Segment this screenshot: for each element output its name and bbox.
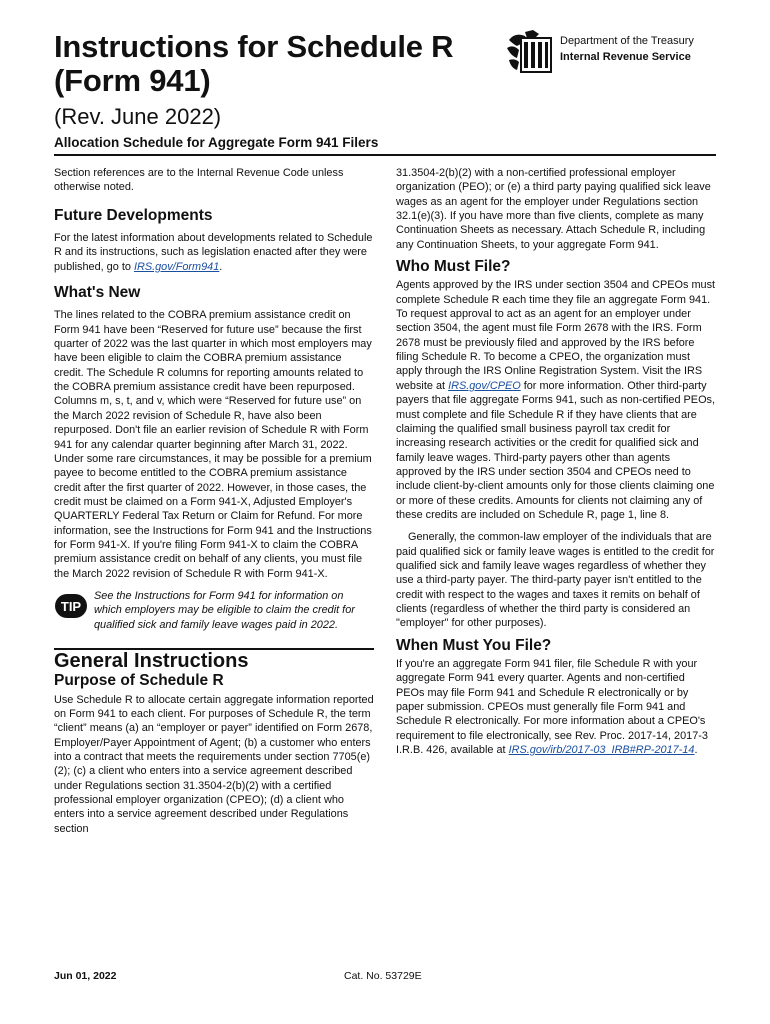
revision-date: (Rev. June 2022) (54, 104, 222, 129)
tip-label: TIP (60, 598, 82, 614)
future-text: For the latest information about developments related to Schedule R and its instructions, such as legislation enacted after they were published, go to (54, 232, 373, 273)
purpose-heading: Purpose of Schedule R (54, 672, 224, 690)
irs-form941-link[interactable]: IRS.gov/Form941 (133, 260, 220, 273)
title-divider (54, 154, 716, 156)
who-must-file-heading: Who Must File? (396, 258, 511, 276)
general-instructions-heading: General Instructions (54, 649, 249, 672)
agency-irs: Internal Revenue Service (560, 51, 691, 63)
agency-department: Department of the Treasury (560, 35, 694, 47)
when-end: . (694, 744, 698, 757)
whats-new-text: The lines related to the COBRA premium assistance credit on Form 941 have been “Reserved for future use” because the first quarter of 2022 was the last quarter in which most employers may have been eligible to claim the COBRA premium assistance credit. The Schedule R columns for reporting amounts related to the COBRA premium assistance credit have been repurposed. Columns m, s, t, and v, which were “Reserved for future use” on the March 2022 revision of Schedule R, have also been repurposed. Don't file an earlier revision of Schedule R with Form 941 for any calendar quarter beginning after March 31, 2022. Under some rare circumstances, it may be possible for a premium payee to become entitled to the COBRA premium assistance credit after the first quarter of 2022. However, in those cases, the credit must be claimed on a Form 941-X, Adjusted Employer's QUARTERLY Federal Tax Return or Claim for Refund. For more information, see the Instructions for Form 941 and the Instructions for Form 941-X. If you're filing Form 941-X to claim the COBRA premium assistance credit on behalf of any clients, you must file the March 2022 revision of Schedule R with Form 941-X. (54, 309, 372, 580)
when-must-you-file-heading: When Must You File? (396, 636, 552, 654)
irs-irb-link[interactable]: IRS.gov/irb/2017-03_IRB#RP-2017-14 (508, 744, 695, 757)
title-line-2: (Form 941) (54, 63, 211, 98)
intro-text: Section references are to the Internal Revenue Code unless otherwise noted. (54, 167, 344, 194)
footer-date: Jun 01, 2022 (54, 970, 117, 982)
tip-icon (54, 593, 88, 619)
agency-block (560, 33, 694, 65)
tip-text: See the Instructions for Form 941 for information on which employers may be eligible to claim the credit for qualified sick and family leave wages paid in 2022. (94, 589, 355, 631)
left-column (54, 166, 374, 836)
irs-eagle-logo-icon (505, 30, 555, 76)
when-must-you-file-text (396, 657, 716, 757)
right-column (396, 166, 716, 757)
who-text-1: Agents approved by the IRS under section 3504 and CPEOs must complete Schedule R each time they file an aggregate Form 941. To request approval to act as an agent for an employer under section 3504, the agent must file Form 2678 with the IRS. Form 2678 must be previously filed and approved by the IRS before filing Schedule R. To become a CPEO, the organization must apply through the IRS Online Registration System. Visit the IRS website at (396, 279, 716, 392)
continued-text: 31.3504-2(b)(2) with a non-certified professional employer organization (PEO); or (e) a third party paying qualified sick leave wages as an agent for the employer under Regulations section 32.1(e)(3). If you have more than five clients, complete as many Continuation Sheets as necessary. Attach Schedule R, including any Continuation Sheets, to your aggregate Form 941. (396, 167, 711, 251)
who-text-2: for more information. Other third-party payers that file aggregate Forms 941, such as non-certified PEOs, must complete and file Schedule R if they have clients that are claiming the qualified small business payroll tax credit for increasing research activities or the credit for qualified sick and family leave wages. Third-party payers other than agents approved by the IRS under section 3504 and CPEOs need to include client-by-client amounts only for those clients claiming one or more of these credits. Amounts for clients not claiming any of these credits are included on Schedule R, page 1, line 8. (396, 379, 716, 521)
future-developments-text (54, 231, 374, 274)
irs-cpeo-link[interactable]: IRS.gov/CPEO (448, 379, 521, 392)
when-text: If you're an aggregate Form 941 filer, file Schedule R with your aggregate Form 941 every quarter. Agents and non-certified PEOs may file Form 941 and Schedule R electronically or by paper submission. CPEOs must generally file Form 941 and Schedule R electronically. For more information about a CPEO's requirement to file electronically, see Rev. Proc. 2017-14, 2017-3 I.R.B. 426, available at (396, 658, 708, 757)
subtitle: Allocation Schedule for Aggregate Form 941 Filers (54, 135, 379, 150)
footer-cat-no: Cat. No. 53729E (344, 970, 422, 982)
title-line-1: Instructions for Schedule R (54, 29, 454, 64)
tip-box (54, 589, 374, 632)
whats-new-heading: What's New (54, 284, 141, 302)
who-must-file-para-2: Generally, the common-law employer of the individuals that are paid qualified sick or family leave wages is entitled to the credit for qualified sick and family leave wages regardless of whether they use a third-party payer. The third-party payer isn't entitled to the credit with respect to the wages and taxes it remits on behalf of clients (regardless of whether the third party is considered an "employer" for other purposes). (396, 531, 715, 630)
purpose-text: Use Schedule R to allocate certain aggregate information reported on Form 941 to each client. For purposes of Schedule R, the term “client” means (a) an “employer or payer” identified on Form 2678, Employer/Payer Appointment of Agent; (b) a customer who enters into a contract that meets the requirements under section 7705(e)(2); (c) a client who enters into a service agreement described under Regulations section 31.3504-2(b)(2) with a certified professional employer organization (CPEO); (d) a client who enters into a service agreement described under Regulations section (54, 693, 374, 835)
future-end: . (219, 260, 223, 273)
future-developments-heading: Future Developments (54, 206, 213, 224)
page-title (54, 30, 494, 98)
who-must-file-text (396, 278, 716, 522)
